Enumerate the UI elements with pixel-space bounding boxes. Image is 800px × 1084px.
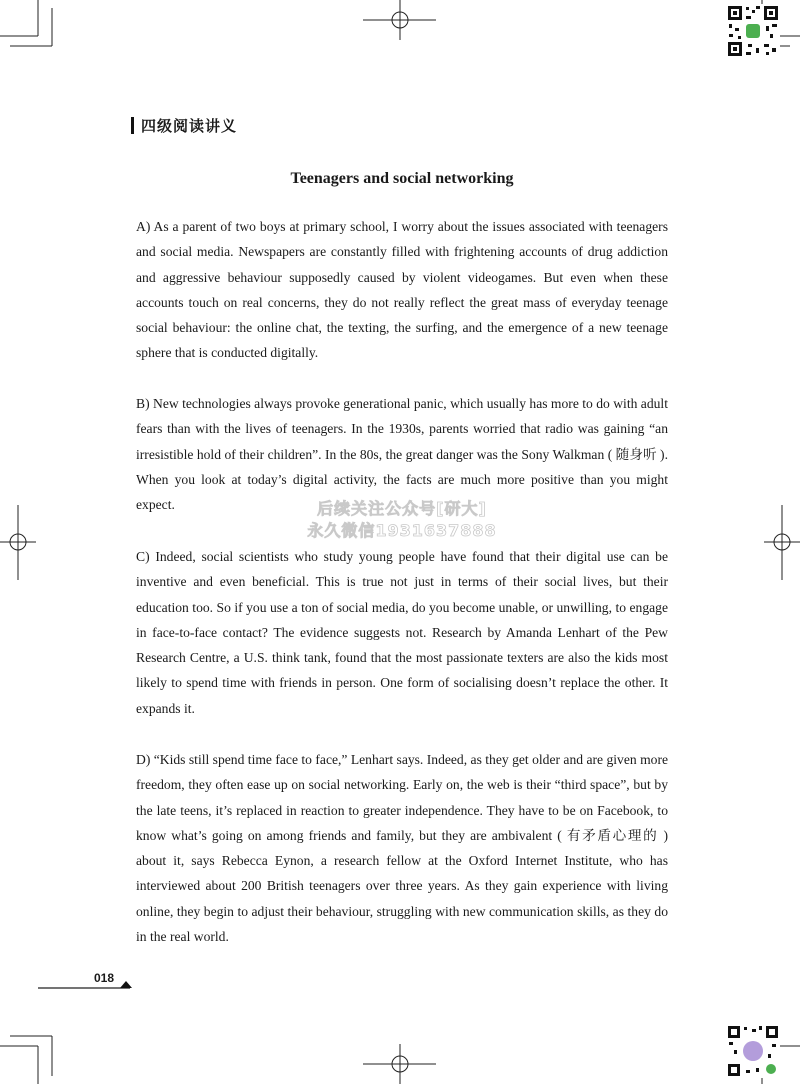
watermark-line-2: 永久微信1931637888	[307, 521, 497, 540]
qr-code-bottom	[726, 1024, 780, 1078]
watermark-line-1: 后续关注公众号[研大]	[317, 499, 487, 518]
paragraph-d: D) “Kids still spend time face to face,” Lenhart says. Indeed, as they get older and are given more freedom, they often ease up on social networking. Early on, the web is their “third space”, but by the late teens, it’s replaced in reaction to greater independence. They have to be on Facebook, to know what’s going on among friends and family, but they are ambivalent ( 有矛盾心理的 ) about it, says Rebecca Eynon, a research fellow at the Oxford Internet Institute, who has interviewed about 200 British teenagers over three years. As they gain experience with living online, they begin to adjust their behaviour, struggling with new communication skills, as they do in the real world.	[136, 752, 668, 945]
watermark	[302, 498, 502, 542]
header-bar	[131, 117, 134, 134]
article-title: Teenagers and social networking	[290, 170, 514, 187]
paragraph-c: C) Indeed, social scientists who study young people have found that their digital use can be inventive and even beneficial. This is true not just in terms of their social lives, but their education too. So if you use a ton of social media, do you become unable, or unwilling, to engage in face-to-face contact? The evidence suggests not. Research by Amanda Lenhart of the Pew Research Centre, a U.S. think tank, found that the most passionate texters are also the kids most likely to spend time with friends in person. One form of socialising doesn’t replace the other. It expands it.	[136, 549, 668, 716]
footer-triangle	[120, 981, 132, 988]
qr-code-top	[726, 4, 780, 58]
paragraph-a: A) As a parent of two boys at primary school, I worry about the issues associated with teenagers and social media. Newspapers are constantly filled with frightening accounts of drug addiction and aggressive behaviour supposedly caused by violent videogames. But even when these accounts touch on real concerns, they do not really reflect the great mass of everyday teenage social behaviour: the online chat, the texting, the surfing, and the emergence of a new teenage sphere that is conducted digitally.	[136, 219, 668, 361]
paragraph-b: B) New technologies always provoke generational panic, which usually has more to do with adult fears than with the lives of teenagers. In the 1930s, parents worried that radio was gaining “an irresistible hold of their children”. In the 80s, the great danger was the Sony Walkman ( 随身听 ). When you look at today’s digital activity, the facts are much more positive than you might expect.	[136, 396, 668, 513]
book-title: 四级阅读讲义	[141, 117, 238, 135]
page-number: 018	[94, 971, 115, 985]
